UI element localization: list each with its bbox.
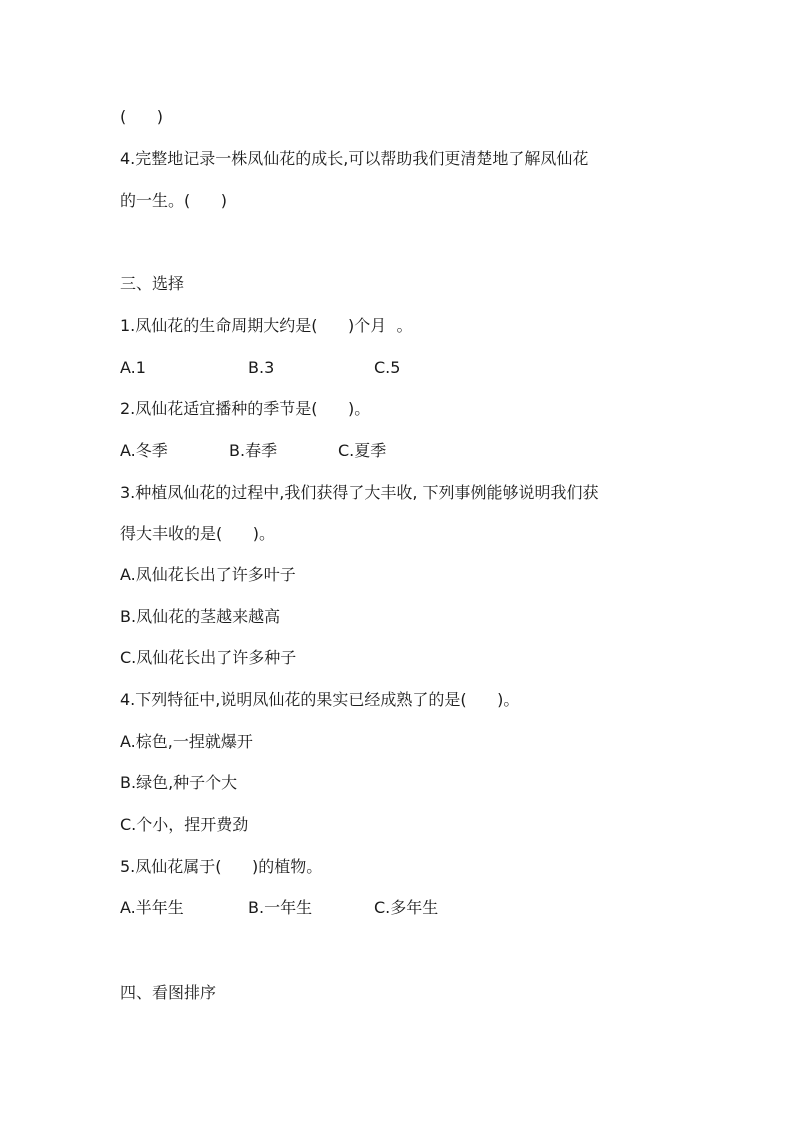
question-1-option-c: C.5 [374,358,401,377]
question-1-option-b: B.3 [248,358,275,377]
question-3-option-b: B.凤仙花的茎越来越高 [120,607,281,626]
question-4-option-c: C.个小，捏开费劲 [120,815,249,834]
question-5-option-c: C.多年生 [374,898,439,917]
question-3-line1: 3.种植凤仙花的过程中,我们获得了大丰收, 下列事例能够说明我们获 [120,483,599,502]
section-4-title: 四、看图排序 [120,983,217,1002]
question-5-option-b: B.一年生 [248,898,313,917]
question-5-option-a: A.半年生 [120,898,184,917]
question-4-option-b: B.绿色,种子个大 [120,773,238,792]
question-2-text: 2.凤仙花适宜播种的季节是( )。 [120,399,371,418]
section-3-title: 三、选择 [120,274,185,293]
question-2-option-c: C.夏季 [338,441,387,460]
question-1-text: 1.凤仙花的生命周期大约是( )个月 。 [120,316,413,335]
question-2-option-b: B.春季 [229,441,278,460]
prev-question-4-line2: 的一生。( ) [120,191,228,210]
prev-question-4-line1: 4.完整地记录一株凤仙花的成长,可以帮助我们更清楚地了解凤仙花 [120,149,589,168]
question-3-option-a: A.凤仙花长出了许多叶子 [120,565,296,584]
prev-question-blank: ( ) [120,107,163,126]
question-1-option-a: A.1 [120,358,146,377]
question-4-option-a: A.棕色,一捏就爆开 [120,732,253,751]
question-3-line2: 得大丰收的是( )。 [120,524,276,543]
question-3-option-c: C.凤仙花长出了许多种子 [120,648,297,667]
question-4-text: 4.下列特征中,说明凤仙花的果实已经成熟了的是( )。 [120,690,520,709]
question-2-option-a: A.冬季 [120,441,168,460]
question-5-text: 5.凤仙花属于( )的植物。 [120,857,323,876]
